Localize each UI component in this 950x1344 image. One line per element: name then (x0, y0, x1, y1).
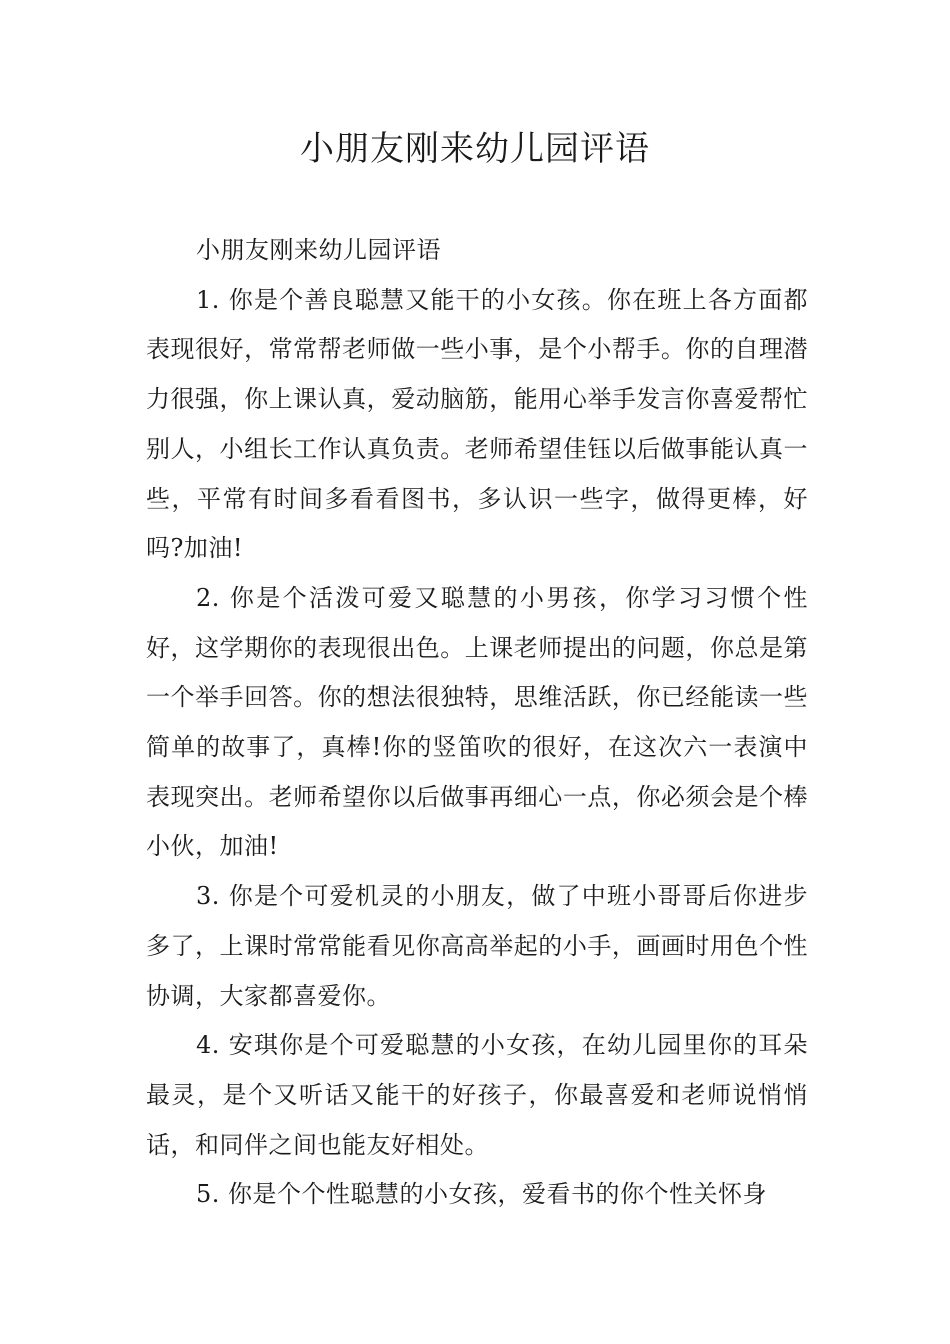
paragraph-subtitle: 小朋友刚来幼儿园评语 (196, 236, 441, 264)
paragraph-comment-2: 2. 你是个活泼可爱又聪慧的小男孩，你学习习惯个性好，这学期你的表现很出色。上课老师提出的问题，你总是第一个举手回答。你的想法很独特，思维活跃，你已经能读一些简单的故事了，真棒!你的竖笛吹的很好，在这次六一表演中表现突出。老师希望你以后做事再细心一点，你必须会是个棒小伙，加油! (146, 583, 808, 861)
document-title: 小朋友刚来幼儿园评语 (300, 129, 650, 169)
paragraph-comment-3: 3. 你是个可爱机灵的小朋友，做了中班小哥哥后你进步多了，上课时常常能看见你高高举起的小手，画画时用色个性协调，大家都喜爱你。 (146, 882, 808, 1010)
paragraph-comment-5: 5. 你是个个性聪慧的小女孩，爱看书的你个性关怀身 (196, 1180, 768, 1209)
paragraph-comment-4: 4. 安琪你是个可爱聪慧的小女孩，在幼儿园里你的耳朵最灵，是个又听话又能干的好孩子，你最喜爱和老师说悄悄话，和同伴之间也能友好相处。 (146, 1031, 808, 1159)
paragraph-comment-1: 1. 你是个善良聪慧又能干的小女孩。你在班上各方面都表现很好，常常帮老师做一些小事，是个小帮手。你的自理潜力很强，你上课认真，爱动脑筋，能用心举手发言你喜爱帮忙别人，小组长工作认真负责。老师希望佳钰以后做事能认真一些，平常有时间多看看图书，多认识一些字，做得更棒，好吗?加油! (146, 285, 808, 563)
document-body (146, 226, 808, 1220)
